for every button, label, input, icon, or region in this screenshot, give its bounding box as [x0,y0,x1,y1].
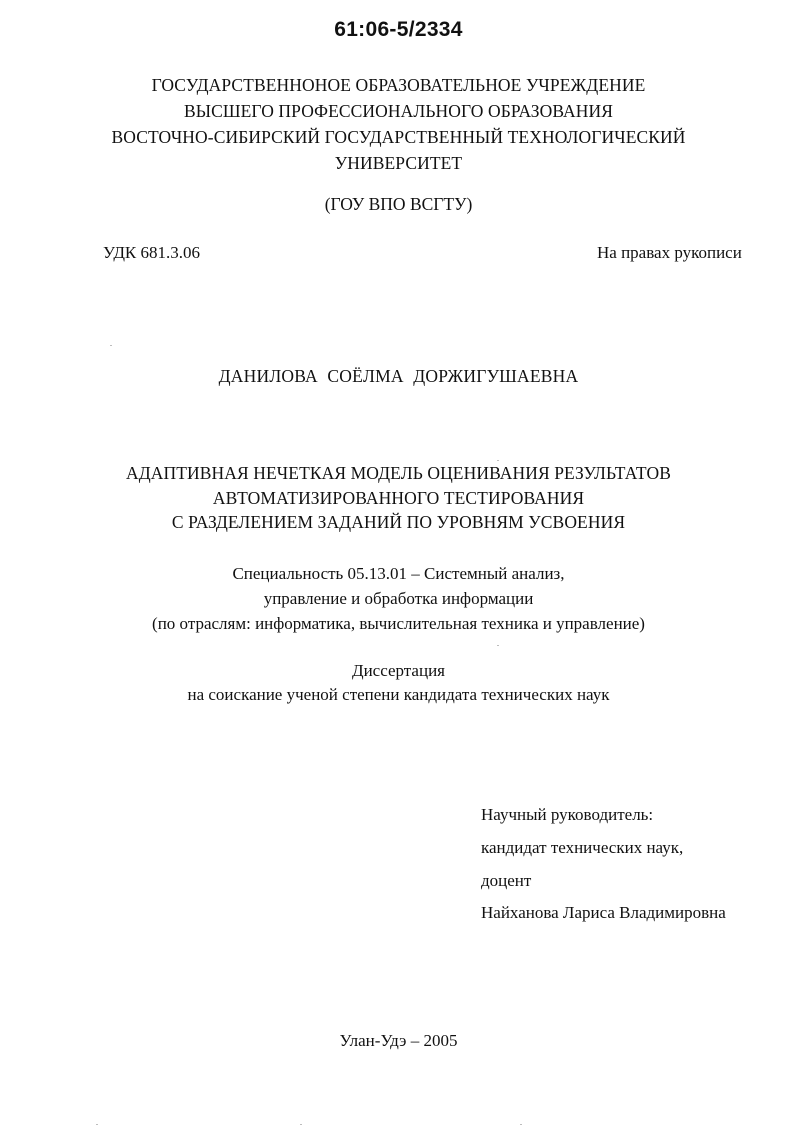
specialty-block [0,561,797,636]
institution-line: ГОСУДАРСТВЕННОНОЕ ОБРАЗОВАТЕЛЬНОЕ УЧРЕЖДЕНИЕ [151,75,646,95]
scan-speck [300,1124,302,1125]
supervisor-label: Научный руководитель: [481,805,654,824]
institution-abbreviation: (ГОУ ВПО ВСГТУ) [324,194,473,214]
author-name: ДАНИЛОВА СОЁЛМА ДОРЖИГУШАЕВНА [218,366,579,386]
scan-speck [110,345,112,346]
specialty-line: управление и обработка информации [263,589,534,608]
scan-speck [497,460,499,461]
udk-code: УДК 681.3.06 [103,243,201,262]
rights-note: На правах рукописи [597,243,742,262]
thesis-title [0,461,797,535]
supervisor-name: Найханова Лариса Владимировна [481,903,726,922]
supervisor-rank: доцент [481,871,532,890]
institution-block [0,72,797,176]
dissertation-line: Диссертация [351,661,445,680]
title-line: С РАЗДЕЛЕНИЕМ ЗАДАНИЙ ПО УРОВНЯМ УСВОЕНИЯ [171,512,626,532]
dissertation-block [0,659,797,707]
institution-line: УНИВЕРСИТЕТ [334,153,463,173]
scan-speck [520,1124,522,1125]
title-line: АВТОМАТИЗИРОВАННОГО ТЕСТИРОВАНИЯ [212,487,585,508]
institution-line: ВЫСШЕГО ПРОФЕССИОНАЛЬНОГО ОБРАЗОВАНИЯ [183,101,614,121]
dissertation-line: на соискание ученой степени кандидата технических наук [187,685,610,704]
city-year: Улан-Удэ – 2005 [339,1031,458,1050]
scan-speck [96,1124,98,1125]
supervisor-degree: кандидат технических наук, [481,838,684,857]
specialty-line: (по отраслям: информатика, вычислительная техника и управление) [152,614,645,633]
archive-code: 61:06-5/2334 [334,18,463,41]
title-line: АДАПТИВНАЯ НЕЧЕТКАЯ МОДЕЛЬ ОЦЕНИВАНИЯ РЕЗУЛЬТАТОВ [126,463,671,483]
specialty-line: Специальность 05.13.01 – Системный анализ, [232,564,565,583]
scan-speck [497,645,499,646]
institution-line: ВОСТОЧНО-СИБИРСКИЙ ГОСУДАРСТВЕННЫЙ ТЕХНОЛОГИЧЕСКИЙ [111,127,686,147]
